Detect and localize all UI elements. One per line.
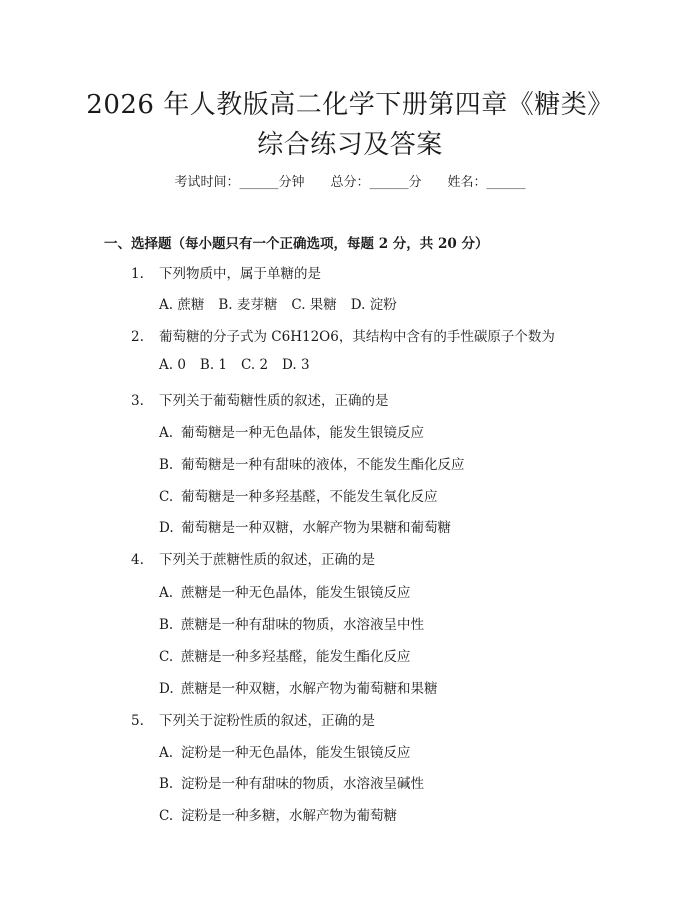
question-5-option-b bbox=[159, 772, 424, 792]
option-d: D. 3 bbox=[282, 357, 310, 373]
option-text: 蔗糖是一种有甜味的物质，水溶液呈中性 bbox=[181, 617, 424, 633]
option-label: C. bbox=[159, 489, 174, 505]
question-number: 4. bbox=[131, 552, 144, 568]
option-label: A. bbox=[159, 585, 174, 601]
option-label: B. bbox=[159, 617, 174, 633]
question-number: 2. bbox=[131, 329, 144, 345]
question-4 bbox=[131, 548, 375, 568]
option-text: 蔗糖是一种无色晶体，能发生银镜反应 bbox=[181, 585, 411, 601]
question-stem: 下列关于蔗糖性质的叙述，正确的是 bbox=[159, 552, 375, 568]
section-heading: 一、选择题（每小题只有一个正确选项，每题 2 分，共 20 分） bbox=[104, 236, 489, 252]
option-d: D. 淀粉 bbox=[350, 297, 397, 313]
option-label: A. bbox=[159, 425, 174, 441]
option-label: A. bbox=[159, 745, 174, 761]
question-5-option-c bbox=[159, 804, 397, 824]
question-number: 3. bbox=[131, 393, 144, 409]
question-3 bbox=[131, 389, 389, 409]
question-stem: 下列关于葡萄糖性质的叙述，正确的是 bbox=[159, 393, 389, 409]
question-number: 1. bbox=[131, 266, 144, 282]
exam-time: 考试时间：______分钟 bbox=[174, 175, 305, 190]
question-4-option-b bbox=[159, 613, 424, 633]
option-text: 葡萄糖是一种多羟基醛，不能发生氧化反应 bbox=[181, 489, 438, 505]
question-3-option-a bbox=[159, 421, 424, 441]
option-label: D. bbox=[159, 520, 174, 536]
option-label: D. bbox=[159, 681, 174, 697]
question-1 bbox=[131, 262, 321, 282]
question-4-option-c bbox=[159, 645, 411, 665]
exam-meta bbox=[0, 171, 700, 190]
option-a: A. 蔗糖 bbox=[159, 297, 205, 313]
question-1-options bbox=[159, 293, 411, 313]
option-label: B. bbox=[159, 457, 174, 473]
option-text: 葡萄糖是一种双糖，水解产物为果糖和葡萄糖 bbox=[181, 520, 451, 536]
option-label: B. bbox=[159, 776, 174, 792]
question-4-option-a bbox=[159, 581, 411, 601]
option-a: A. 0 bbox=[159, 357, 186, 373]
option-text: 葡萄糖是一种无色晶体，能发生银镜反应 bbox=[181, 425, 424, 441]
option-text: 淀粉是一种无色晶体，能发生银镜反应 bbox=[181, 745, 411, 761]
total-score: 总分：______分 bbox=[330, 175, 422, 190]
question-number: 5. bbox=[131, 713, 144, 729]
question-5-option-a bbox=[159, 741, 411, 761]
question-3-option-d bbox=[159, 516, 451, 536]
question-3-option-c bbox=[159, 485, 438, 505]
question-stem: 下列物质中，属于单糖的是 bbox=[159, 266, 321, 282]
question-stem: 下列关于淀粉性质的叙述，正确的是 bbox=[159, 713, 375, 729]
document-title-line2: 综合练习及答案 bbox=[257, 130, 443, 160]
student-name: 姓名：______ bbox=[447, 175, 526, 190]
option-text: 淀粉是一种有甜味的物质，水溶液呈碱性 bbox=[181, 776, 424, 792]
option-c: C. 2 bbox=[241, 357, 269, 373]
option-text: 蔗糖是一种多羟基醛，能发生酯化反应 bbox=[181, 649, 411, 665]
option-text: 葡萄糖是一种有甜味的液体，不能发生酯化反应 bbox=[181, 457, 465, 473]
question-2-options bbox=[159, 357, 324, 373]
question-stem: 葡萄糖的分子式为 C6H12O6，其结构中含有的手性碳原子个数为 bbox=[159, 329, 555, 345]
option-c: C. 果糖 bbox=[291, 297, 337, 313]
question-2 bbox=[131, 325, 555, 345]
option-b: B. 1 bbox=[199, 357, 228, 373]
option-text: 蔗糖是一种双糖，水解产物为葡萄糖和果糖 bbox=[181, 681, 438, 697]
question-4-option-d bbox=[159, 677, 438, 697]
option-label: C. bbox=[159, 808, 174, 824]
question-5 bbox=[131, 709, 375, 729]
document-title-line1: 2026 年人教版高二化学下册第四章《糖类》 bbox=[86, 90, 614, 120]
option-b: B. 麦芽糖 bbox=[218, 297, 278, 313]
option-label: C. bbox=[159, 649, 174, 665]
question-3-option-b bbox=[159, 453, 465, 473]
option-text: 淀粉是一种多糖，水解产物为葡萄糖 bbox=[181, 808, 397, 824]
